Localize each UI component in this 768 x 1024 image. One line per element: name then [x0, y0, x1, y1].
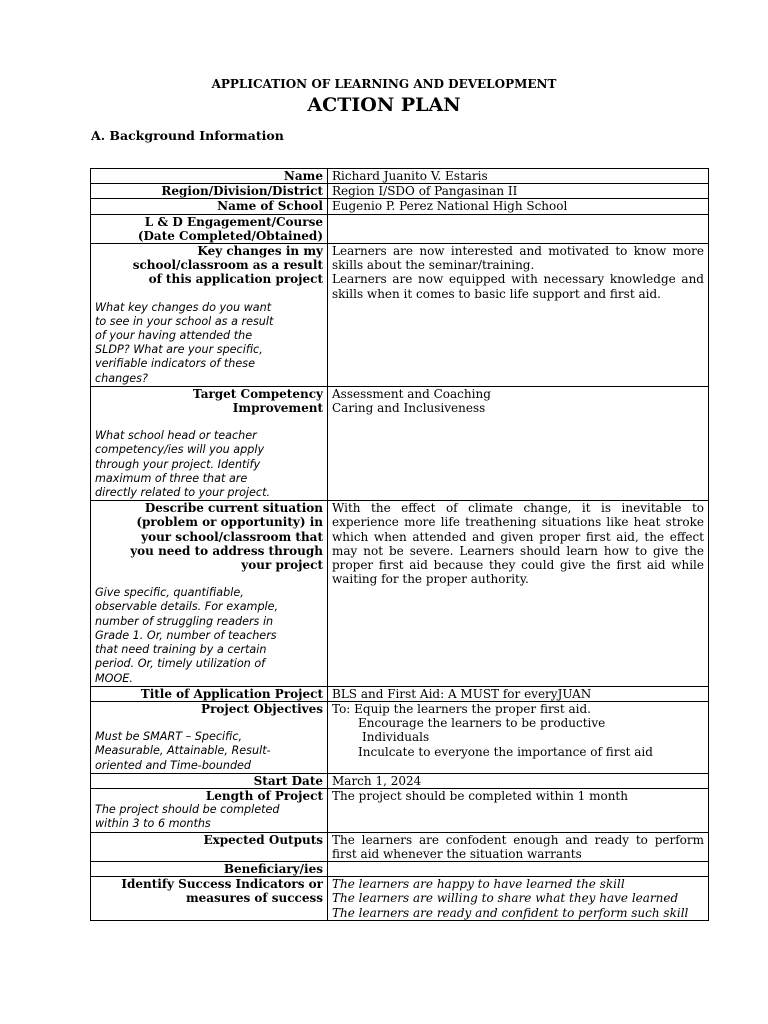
start-date-value: March 1, 2024: [332, 773, 422, 788]
key-changes-hint: verifiable indicators of these: [95, 357, 255, 371]
region-value: Region I/SDO of Pangasinan II: [332, 184, 518, 199]
objective-item: Inculcate to everyone the importance of first aid: [358, 744, 653, 759]
label-cell: [91, 386, 328, 500]
label-cell: [91, 169, 328, 184]
section-heading: A. Background Information: [91, 128, 284, 143]
competency-hint: maximum of three that are: [95, 471, 248, 485]
objectives-label: Project Objectives: [201, 701, 323, 716]
key-changes-hint: changes?: [95, 371, 148, 385]
value-cell: [328, 244, 709, 387]
background-information-table: [90, 168, 709, 921]
row-outputs: [91, 832, 709, 861]
row-engagement: [91, 214, 709, 243]
competency-value: Assessment and Coaching: [332, 386, 491, 401]
situation-hint: number of struggling readers in: [95, 614, 274, 628]
value-cell: [328, 501, 709, 686]
row-beneficiary: [91, 861, 709, 876]
school-value: Eugenio P. Perez National High School: [332, 199, 568, 214]
row-length: [91, 788, 709, 832]
situation-hint: period. Or, timely utilization of: [95, 657, 266, 671]
engagement-label: L & D Engagement/Course: [144, 214, 323, 229]
situation-hint: Grade 1. Or, number of teachers: [95, 628, 277, 642]
objective-item: To: Equip the learners the proper first aid.: [332, 701, 591, 716]
situation-label: Describe current situation: [144, 501, 323, 516]
label-cell: [91, 788, 328, 832]
length-value: The project should be completed within 1 month: [332, 788, 628, 803]
situation-hint: MOOE.: [95, 671, 133, 685]
objectives-hint: Must be SMART – Specific,: [95, 730, 243, 744]
row-title: [91, 686, 709, 701]
objective-item: Individuals: [362, 730, 430, 745]
region-label: Region/Division/District: [161, 184, 323, 199]
indicator-item: The learners are willing to share what they have learned: [332, 891, 679, 906]
key-changes-hint: What key changes do you want: [95, 300, 272, 314]
school-label: Name of School: [217, 199, 323, 214]
key-changes-label: school/classroom as a result: [132, 258, 323, 273]
value-cell: [328, 832, 709, 861]
key-changes-hint: of your having attended the: [95, 329, 253, 343]
situation-value: With the effect of climate change, it is inevitable to experience more life treathening situations like heat stroke which when attended and given proper first aid, the effect may not be severe. Learners should learn how to give the proper first aid because they could give the first aid while waiting for the proper authority.: [332, 501, 704, 587]
label-cell: [91, 861, 328, 876]
key-changes-hint: SLDP? What are your specific,: [95, 343, 263, 357]
label-cell: [91, 214, 328, 243]
length-hint: within 3 to 6 months: [95, 817, 211, 831]
value-cell: [328, 199, 709, 214]
beneficiary-label: Beneficiary/ies: [223, 861, 323, 876]
row-objectives: [91, 701, 709, 773]
situation-hint: Give specific, quantifiable,: [95, 586, 244, 600]
value-cell: [328, 861, 709, 876]
project-title-label: Title of Application Project: [140, 686, 323, 701]
document-subtitle: APPLICATION OF LEARNING AND DEVELOPMENT: [211, 77, 557, 91]
label-cell: [91, 773, 328, 788]
competency-hint: competency/ies will you apply: [95, 443, 265, 457]
competency-hint: What school head or teacher: [95, 429, 257, 443]
indicators-label: Identify Success Indicators or: [121, 877, 323, 892]
situation-label: (problem or opportunity) in: [136, 515, 323, 530]
indicators-label: measures of success: [185, 891, 323, 906]
label-cell: [91, 877, 328, 921]
outputs-value: The learners are confodent enough and ready to perform first aid whenever the situation warrants: [332, 832, 704, 861]
competency-label: Improvement: [232, 401, 323, 416]
engagement-label-date: (Date Completed/Obtained): [137, 228, 323, 243]
situation-label: you need to address through: [130, 543, 323, 558]
objective-item: Encourage the learners to be productive: [358, 716, 606, 731]
label-cell: [91, 184, 328, 199]
label-cell: [91, 686, 328, 701]
key-changes-hint: to see in your school as a result: [95, 314, 274, 328]
value-cell: [328, 788, 709, 832]
competency-value: Caring and Inclusiveness: [332, 401, 486, 416]
label-cell: [91, 701, 328, 773]
project-title-value: BLS and First Aid: A MUST for everyJUAN: [332, 686, 592, 701]
key-changes-label: of this application project: [148, 272, 323, 287]
indicator-item: The learners are happy to have learned the skill: [332, 877, 625, 892]
row-situation: [91, 501, 709, 686]
situation-label: your school/classroom that: [141, 529, 323, 544]
situation-hint: that need training by a certain: [95, 643, 267, 657]
row-school: [91, 199, 709, 214]
competency-label: Target Competency: [192, 386, 323, 401]
situation-label: your project: [241, 558, 323, 573]
objectives-hint: Measurable, Attainable, Result-: [95, 744, 271, 758]
start-date-label: Start Date: [253, 773, 323, 788]
key-changes-value: Learners are now equipped with necessary knowledge and skills when it comes to basic life support and first aid.: [332, 272, 704, 301]
situation-hint: observable details. For example,: [95, 600, 279, 614]
value-cell: [328, 386, 709, 500]
document-title: ACTION PLAN: [307, 94, 461, 116]
row-indicators: [91, 877, 709, 921]
length-hint: The project should be completed: [95, 803, 280, 817]
label-cell: [91, 832, 328, 861]
row-competency: [91, 386, 709, 500]
outputs-label: Expected Outputs: [203, 832, 323, 847]
value-cell: [328, 701, 709, 773]
row-key-changes: [91, 244, 709, 387]
indicator-item: The learners are ready and confident to perform such skill: [332, 905, 689, 920]
competency-hint: directly related to your project.: [95, 486, 271, 500]
key-changes-value: Learners are now interested and motivated to know more skills about the seminar/training.: [332, 244, 704, 273]
row-region: [91, 184, 709, 199]
name-value: Richard Juanito V. Estaris: [332, 169, 488, 183]
value-cell: [328, 877, 709, 921]
value-cell: [328, 214, 709, 243]
value-cell: [328, 169, 709, 184]
name-label: Name: [283, 169, 323, 183]
row-name: [91, 169, 709, 184]
objectives-hint: oriented and Time-bounded: [95, 758, 252, 772]
value-cell: [328, 686, 709, 701]
value-cell: [328, 184, 709, 199]
value-cell: [328, 773, 709, 788]
label-cell: [91, 501, 328, 686]
competency-hint: through your project. Identify: [95, 457, 261, 471]
label-cell: [91, 199, 328, 214]
length-label: Length of Project: [205, 788, 323, 803]
label-cell: [91, 244, 328, 387]
key-changes-label: Key changes in my: [197, 244, 323, 259]
row-start-date: [91, 773, 709, 788]
